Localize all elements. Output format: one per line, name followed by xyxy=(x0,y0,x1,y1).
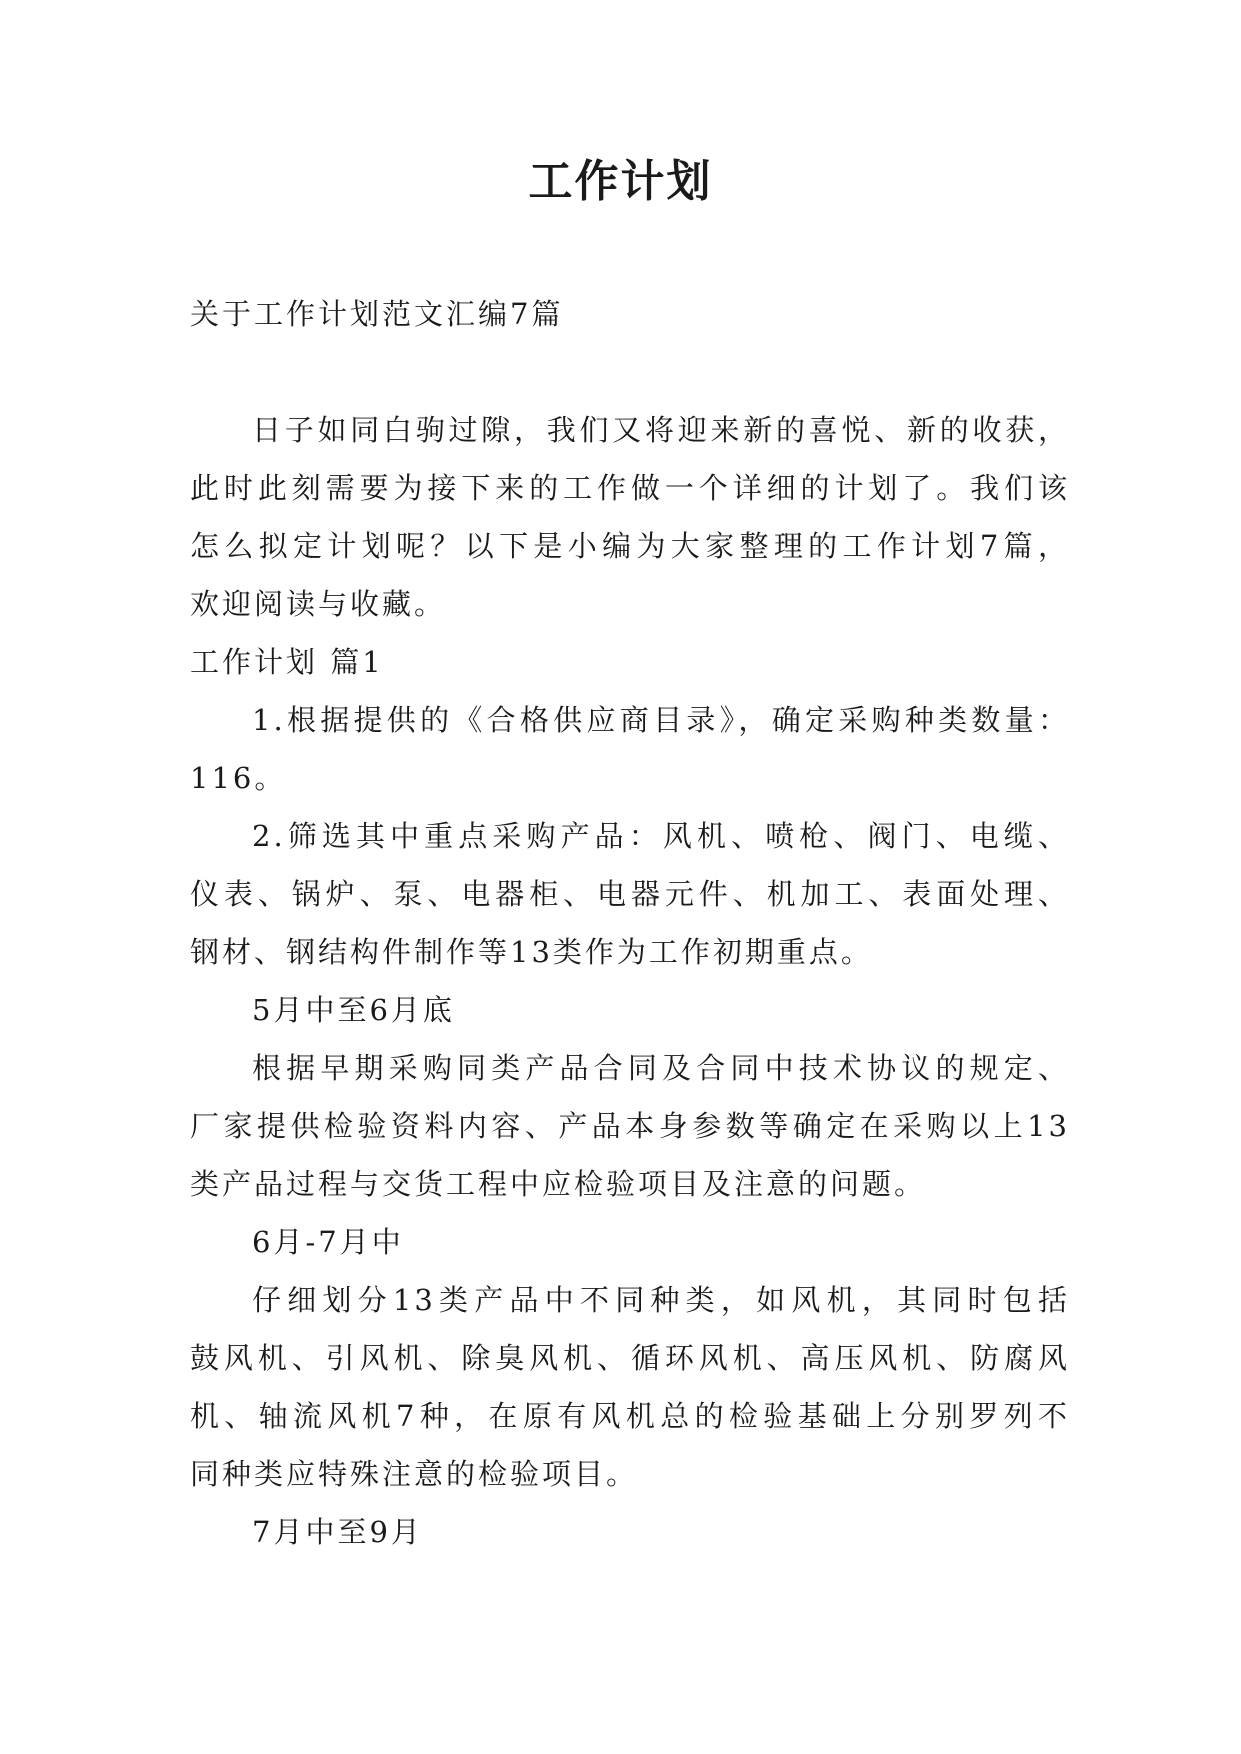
period-1-line-1: 根据早期采购同类产品合同及合同中技术协议的规定、 xyxy=(252,1051,1070,1085)
period-heading-3: 7月中至9月 xyxy=(252,1515,423,1549)
intro-line-4: 欢迎阅读与收藏。 xyxy=(190,587,447,621)
period-heading-2: 6月-7月中 xyxy=(252,1225,404,1259)
period-2-line-3: 机、轴流风机7种，在原有风机总的检验基础上分别罗列不 xyxy=(190,1399,1070,1433)
blank-line xyxy=(190,343,1070,401)
document-title: 工作计划 xyxy=(528,156,713,207)
document-body xyxy=(190,285,1070,1561)
intro-line-3: 怎么拟定计划呢？以下是小编为大家整理的工作计划7篇， xyxy=(190,529,1070,563)
period-2-line-1: 仔细划分13类产品中不同种类，如风机，其同时包括 xyxy=(252,1283,1070,1317)
section-heading: 工作计划 篇1 xyxy=(190,645,384,679)
item-1-line-2: 116。 xyxy=(190,761,287,795)
period-2-line-2: 鼓风机、引风机、除臭风机、循环风机、高压风机、防腐风 xyxy=(190,1341,1070,1375)
period-heading-1: 5月中至6月底 xyxy=(252,993,455,1027)
intro-line-2: 此时此刻需要为接下来的工作做一个详细的计划了。我们该 xyxy=(190,471,1070,505)
period-1-line-2: 厂家提供检验资料内容、产品本身参数等确定在采购以上13 xyxy=(190,1109,1070,1143)
item-2-line-1: 2.筛选其中重点采购产品：风机、喷枪、阀门、电缆、 xyxy=(252,819,1070,853)
item-1-line-1: 1.根据提供的《合格供应商目录》，确定采购种类数量： xyxy=(252,703,1070,737)
intro-line-1: 日子如同白驹过隙，我们又将迎来新的喜悦、新的收获， xyxy=(252,413,1070,447)
period-2-line-4: 同种类应特殊注意的检验项目。 xyxy=(190,1457,639,1491)
document-subtitle: 关于工作计划范文汇编7篇 xyxy=(190,297,564,331)
item-2-line-3: 钢材、钢结构件制作等13类作为工作初期重点。 xyxy=(190,935,873,969)
period-1-line-3: 类产品过程与交货工程中应检验项目及注意的问题。 xyxy=(190,1167,927,1201)
item-2-line-2: 仪表、锅炉、泵、电器柜、电器元件、机加工、表面处理、 xyxy=(190,877,1070,911)
